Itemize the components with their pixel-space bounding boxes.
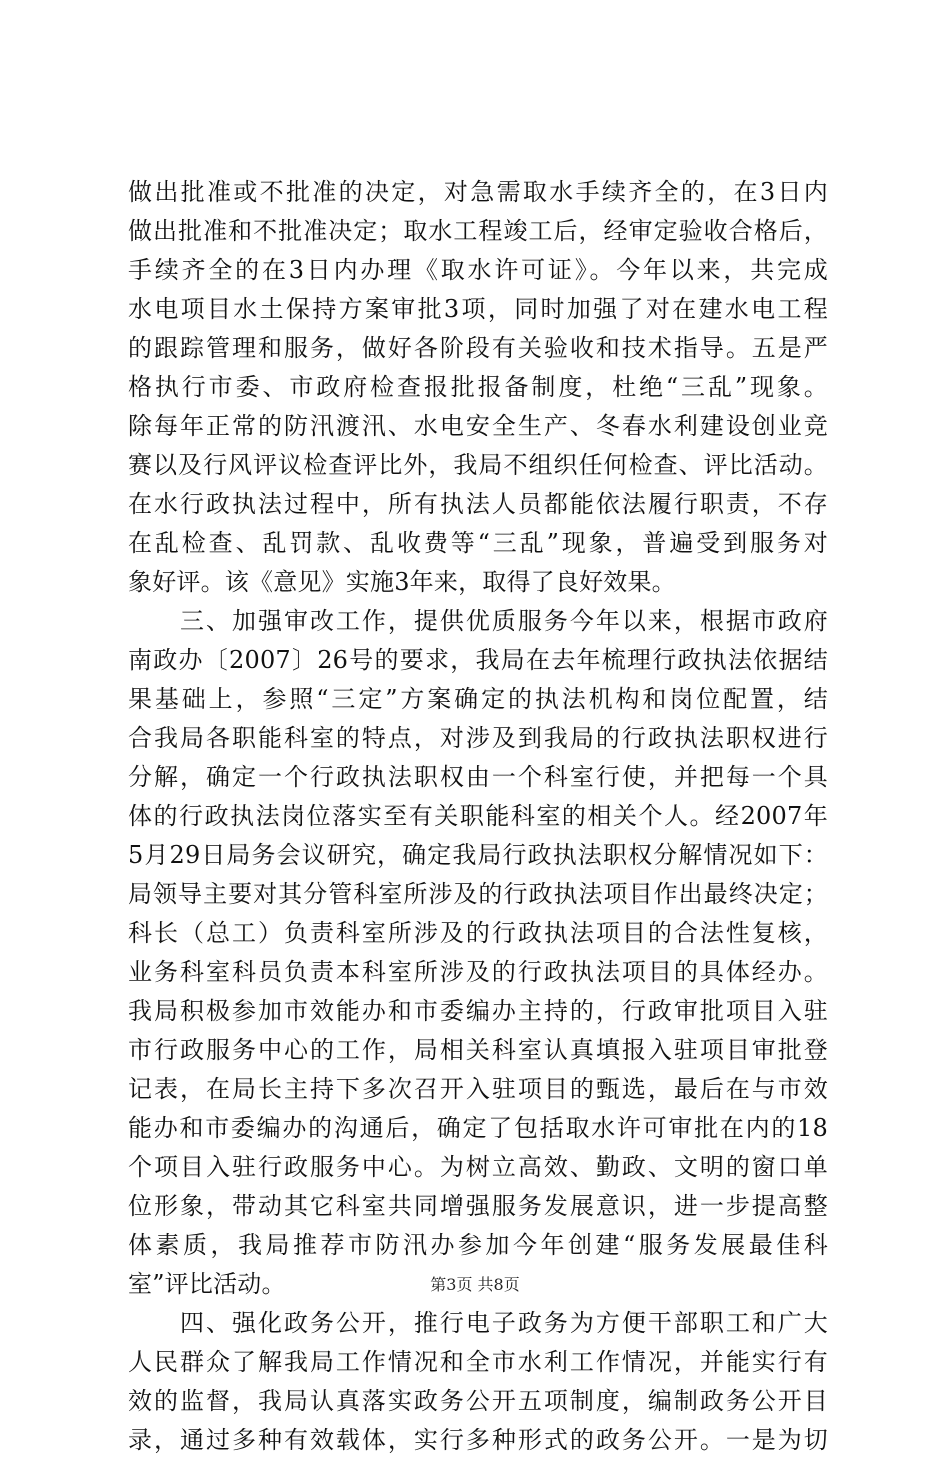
text-line: 效的监督，我局认真落实政务公开五项制度，编制政务公开目 bbox=[128, 1387, 828, 1415]
text-line: 人民群众了解我局工作情况和全市水利工作情况，并能实行有 bbox=[128, 1348, 828, 1376]
text-line: 体的行政执法岗位落实至有关职能科室的相关个人。经2007年 bbox=[128, 802, 828, 830]
text-line: 室”评比活动。 bbox=[128, 1270, 286, 1298]
text-line: 在乱检查、乱罚款、乱收费等“三乱”现象，普遍受到服务对 bbox=[128, 529, 828, 557]
text-line: 我局积极参加市效能办和市委编办主持的，行政审批项目入驻 bbox=[128, 997, 828, 1025]
text-line: 除每年正常的防汛渡汛、水电安全生产、冬春水利建设创业竞 bbox=[128, 412, 828, 440]
text-line: 个项目入驻行政服务中心。为树立高效、勤政、文明的窗口单 bbox=[128, 1153, 828, 1181]
text-line: 做出批准或不批准的决定，对急需取水手续齐全的，在3日内 bbox=[128, 178, 828, 206]
text-line: 位形象，带动其它科室共同增强服务发展意识，进一步提高整 bbox=[128, 1192, 828, 1220]
text-line: 业务科室科员负责本科室所涉及的行政执法项目的具体经办。 bbox=[128, 958, 828, 986]
text-line: 象好评。该《意见》实施3年来，取得了良好效果。 bbox=[128, 568, 676, 596]
text-line: 体素质，我局推荐市防汛办参加今年创建“服务发展最佳科 bbox=[128, 1231, 828, 1259]
text-line: 赛以及行风评议检查评比外，我局不组织任何检查、评比活动。 bbox=[128, 451, 828, 479]
text-line: 三、加强审改工作，提供优质服务今年以来，根据市政府 bbox=[128, 607, 828, 635]
text-line: 科长（总工）负责科室所涉及的行政执法项目的合法性复核， bbox=[128, 919, 828, 947]
text-line: 合我局各职能科室的特点，对涉及到我局的行政执法职权进行 bbox=[128, 724, 828, 752]
text-line: 分解，确定一个行政执法职权由一个科室行使，并把每一个具 bbox=[128, 763, 828, 791]
text-line: 南政办〔2007〕26号的要求，我局在去年梳理行政执法依据结 bbox=[128, 646, 828, 674]
text-line: 记表，在局长主持下多次召开入驻项目的甄选，最后在与市效 bbox=[128, 1075, 828, 1103]
text-line: 的跟踪管理和服务，做好各阶段有关验收和技术指导。五是严 bbox=[128, 334, 828, 362]
text-line: 四、强化政务公开，推行电子政务为方便干部职工和广大 bbox=[128, 1309, 828, 1337]
text-line: 录，通过多种有效载体，实行多种形式的政务公开。一是为切 bbox=[128, 1426, 828, 1454]
text-line: 市行政服务中心的工作，局相关科室认真填报入驻项目审批登 bbox=[128, 1036, 828, 1064]
text-line: 局领导主要对其分管科室所涉及的行政执法项目作出最终决定； bbox=[128, 880, 828, 908]
page-number-footer: 第3页 共8页 bbox=[430, 1275, 520, 1294]
text-line: 5月29日局务会议研究，确定我局行政执法职权分解情况如下： bbox=[128, 841, 828, 869]
text-line: 在水行政执法过程中，所有执法人员都能依法履行职责，不存 bbox=[128, 490, 828, 518]
text-line: 做出批准和不批准决定；取水工程竣工后，经审定验收合格后， bbox=[128, 217, 828, 245]
text-line: 水电项目水土保持方案审批3项，同时加强了对在建水电工程 bbox=[128, 295, 828, 323]
text-line: 果基础上，参照“三定”方案确定的执法机构和岗位配置，结 bbox=[128, 685, 828, 713]
text-line: 能办和市委编办的沟通后，确定了包括取水许可审批在内的18 bbox=[128, 1114, 828, 1142]
text-line: 格执行市委、市政府检查报批报备制度，杜绝“三乱”现象。 bbox=[128, 373, 828, 401]
document-body bbox=[128, 173, 828, 1460]
text-line: 手续齐全的在3日内办理《取水许可证》。今年以来，共完成 bbox=[128, 256, 828, 284]
